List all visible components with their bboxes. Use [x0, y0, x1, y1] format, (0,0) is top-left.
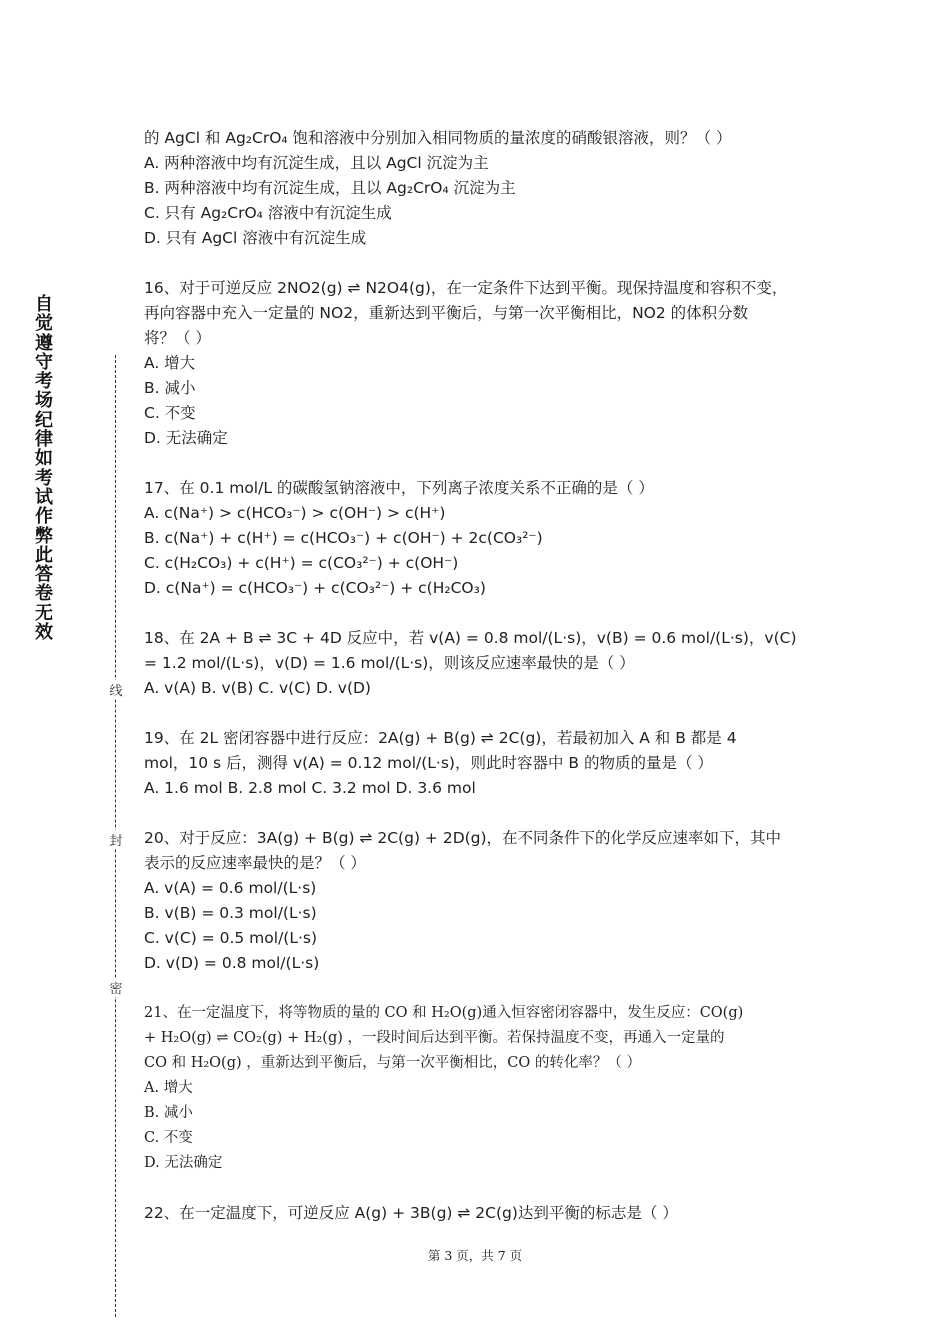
question-stem: 将？（ ） [144, 329, 211, 347]
question-16 [144, 276, 824, 451]
question-stem: 16、对于可逆反应 2NO2(g) ⇌ N2O4(g)，在一定条件下达到平衡。现保持温度和容积不变， [144, 279, 788, 297]
seal-mark-feng: 封 [108, 830, 124, 849]
question-stem: 19、在 2L 密闭容器中进行反应：2A(g) + B(g) ⇌ 2C(g)，若最初加入 A 和 B 都是 4 [144, 729, 737, 747]
option-a: A. 增大 [144, 1080, 193, 1096]
question-stem: 22、在一定温度下，可逆反应 A(g) + 3B(g) ⇌ 2C(g)达到平衡的标志是（ ） [144, 1204, 678, 1222]
exam-discipline-notice: 自 觉 遵 守 考 场 纪 律 如 考 试 作 弊 此 答 卷 无 效 [35, 294, 53, 644]
option-c: C. 不变 [144, 404, 196, 422]
question-stem: 20、对于反应：3A(g) + B(g) ⇌ 2C(g) + 2D(g)，在不同条件下的化学反应速率如下，其中 [144, 829, 782, 847]
option-d: D. 无法确定 [144, 1155, 223, 1171]
seal-mark-mi: 密 [108, 978, 124, 997]
option-a: A. 两种溶液中均有沉淀生成，且以 AgCl 沉淀为主 [144, 154, 489, 172]
question-stem: 再向容器中充入一定量的 NO2，重新达到平衡后，与第一次平衡相比，NO2 的体积分数 [144, 304, 749, 322]
option-d: D. 只有 AgCl 溶液中有沉淀生成 [144, 229, 367, 247]
question-stem: 的 AgCl 和 Ag₂CrO₄ 饱和溶液中分别加入相同物质的量浓度的硝酸银溶液，则？（ ） [144, 129, 732, 147]
seal-mark-xian: 线 [108, 680, 124, 699]
options-inline: A. 1.6 mol B. 2.8 mol C. 3.2 mol D. 3.6 mol [144, 779, 476, 797]
option-d: D. c(Na⁺) = c(HCO₃⁻) + c(CO₃²⁻) + c(H₂CO₃) [144, 579, 486, 597]
option-b: B. 减小 [144, 379, 196, 397]
option-a: A. 增大 [144, 354, 196, 372]
page-number: 第 3 页，共 7 页 [427, 1248, 523, 1263]
question-stem: mol，10 s 后，测得 v(A) = 0.12 mol/(L·s)，则此时容器中 B 的物质的量是（ ） [144, 754, 713, 772]
question-stem: + H₂O(g) ⇌ CO₂(g) + H₂(g) ，一段时间后达到平衡。若保持温度不变，再通入一定量的 [144, 1030, 725, 1046]
option-b: B. 减小 [144, 1105, 193, 1121]
question-18 [144, 626, 824, 701]
option-b: B. c(Na⁺) + c(H⁺) = c(HCO₃⁻) + c(OH⁻) + 2c(CO₃²⁻) [144, 529, 543, 547]
question-19 [144, 726, 824, 801]
question-17 [144, 476, 824, 601]
question-20 [144, 826, 824, 976]
question-stem: 17、在 0.1 mol/L 的碳酸氢钠溶液中，下列离子浓度关系不正确的是（ ） [144, 479, 654, 497]
question-stem: = 1.2 mol/(L·s)，v(D) = 1.6 mol/(L·s)，则该反应速率最快的是（ ） [144, 654, 635, 672]
option-c: C. c(H₂CO₃) + c(H⁺) = c(CO₃²⁻) + c(OH⁻) [144, 554, 459, 572]
question-stem: 18、在 2A + B ⇌ 3C + 4D 反应中，若 v(A) = 0.8 mol/(L·s)，v(B) = 0.6 mol/(L·s)，v(C) [144, 629, 797, 647]
option-d: D. v(D) = 0.8 mol/(L·s) [144, 954, 320, 972]
option-c: C. v(C) = 0.5 mol/(L·s) [144, 929, 318, 947]
option-c: C. 只有 Ag₂CrO₄ 溶液中有沉淀生成 [144, 204, 392, 222]
option-a: A. c(Na⁺) > c(HCO₃⁻) > c(OH⁻) > c(H⁺) [144, 504, 446, 522]
option-a: A. v(A) = 0.6 mol/(L·s) [144, 879, 317, 897]
option-c: C. 不变 [144, 1130, 193, 1146]
option-b: B. 两种溶液中均有沉淀生成，且以 Ag₂CrO₄ 沉淀为主 [144, 179, 516, 197]
question-22 [144, 1201, 824, 1226]
question-stem: CO 和 H₂O(g) ，重新达到平衡后，与第一次平衡相比，CO 的转化率？（ ） [144, 1055, 641, 1071]
option-b: B. v(B) = 0.3 mol/(L·s) [144, 904, 317, 922]
question-15-tail [144, 126, 824, 251]
options-inline: A. v(A) B. v(B) C. v(C) D. v(D) [144, 679, 371, 697]
question-21 [144, 1001, 824, 1176]
option-d: D. 无法确定 [144, 429, 228, 447]
question-stem: 21、在一定温度下，将等物质的量的 CO 和 H₂O(g)通入恒容密闭容器中，发生反应：CO(g) [144, 1005, 744, 1021]
question-stem: 表示的反应速率最快的是？（ ） [144, 854, 366, 872]
question-body [144, 126, 824, 1226]
